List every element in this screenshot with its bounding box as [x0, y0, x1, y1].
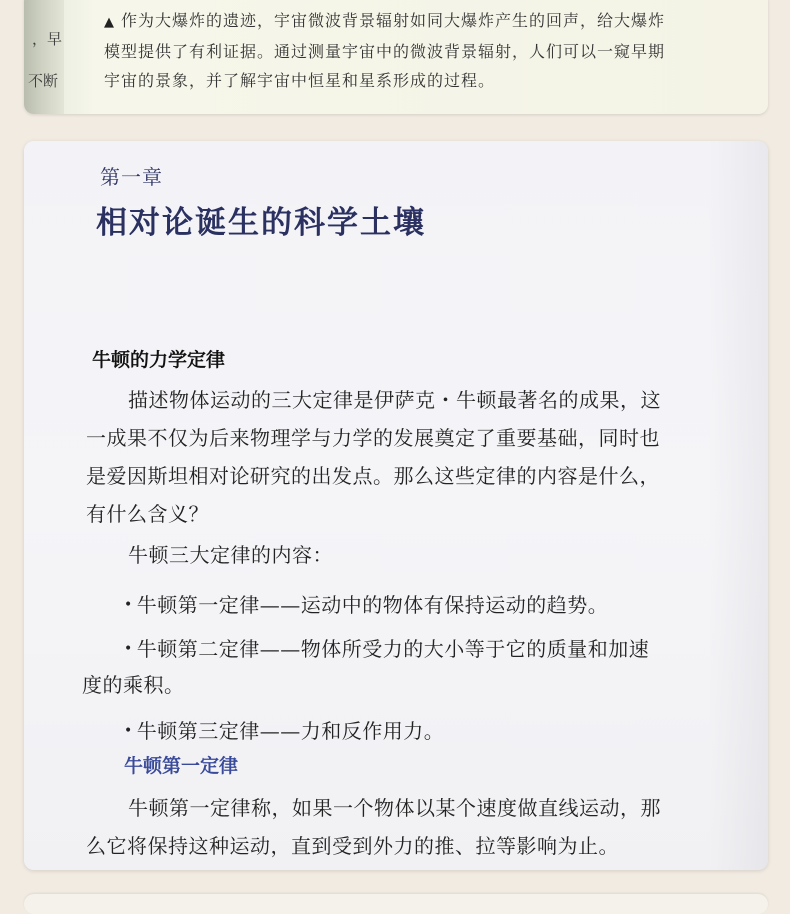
paragraph-1-line-3: 是爱因斯坦相对论研究的出发点。那么这些定律的内容是什么， [86, 464, 660, 488]
paragraph-1-line-4: 有什么含义？ [86, 502, 209, 526]
law-2-continuation: 度的乘积。 [82, 673, 185, 697]
law-2-item [124, 633, 649, 662]
law-3-text: 牛顿第三定律——力和反作用力。 [136, 719, 445, 743]
law-1-text: 牛顿第一定律——运动中的物体有保持运动的趋势。 [136, 593, 609, 617]
photo-caption [104, 6, 764, 95]
caption-line-3: 宇宙的景象，并了解宇宙中恒星和星系形成的过程。 [104, 71, 496, 90]
caption-line-1: ▲ 作为大爆炸的遗迹，宇宙微波背景辐射如同大爆炸产生的回声，给大爆炸 [104, 11, 666, 30]
paragraph-1-line-1: 描述物体运动的三大定律是伊萨克・牛顿最著名的成果，这 [128, 388, 661, 412]
chapter-title: 相对论诞生的科学土壤 [96, 205, 426, 241]
chapter-number: 第一章 [100, 165, 163, 189]
next-page-edge [24, 894, 768, 914]
caption-triangle-icon: ▲ [104, 15, 115, 30]
paragraph-1-line-2: 一成果不仅为后来物理学与力学的发展奠定了重要基础，同时也 [86, 426, 660, 450]
previous-page-photo [24, 0, 768, 114]
law-2-text: 牛顿第二定律——物体所受力的大小等于它的质量和加速 [136, 637, 650, 661]
paragraph-2-line-1: 牛顿第一定律称，如果一个物体以某个速度做直线运动，那 [128, 796, 661, 820]
spine-text-1: ，早 [32, 30, 63, 48]
book-spine-shadow [24, 0, 64, 114]
sub-heading: 牛顿第一定律 [124, 755, 239, 777]
law-1-item [124, 589, 608, 618]
paragraph-2 [86, 789, 726, 865]
section-heading: 牛顿的力学定律 [92, 349, 226, 371]
bullet-icon: • [124, 597, 133, 613]
laws-intro: 牛顿三大定律的内容： [128, 543, 333, 567]
paragraph-1 [86, 381, 726, 533]
book-page-photo [24, 141, 768, 870]
law-3-item [124, 715, 444, 744]
bullet-icon: • [124, 641, 133, 657]
paragraph-2-line-2: 么它将保持这种运动，直到受到外力的推、拉等影响为止。 [86, 834, 619, 858]
caption-line-2: 模型提供了有利证据。通过测量宇宙中的微波背景辐射，人们可以一窥早期 [104, 42, 666, 61]
spine-text-2: 不断 [28, 72, 59, 90]
bullet-icon: • [124, 723, 133, 739]
